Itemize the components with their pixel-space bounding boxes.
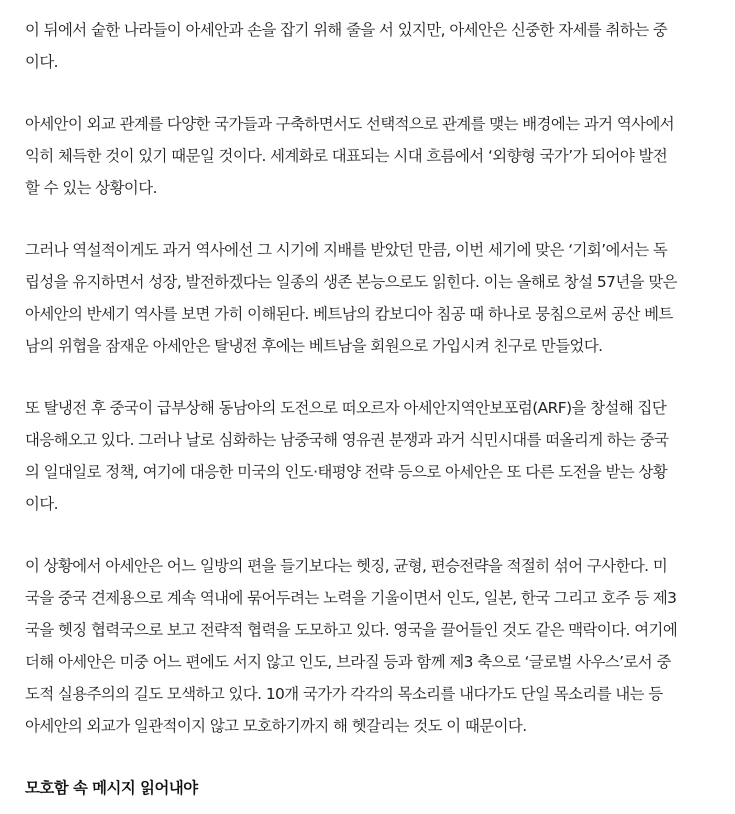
text-line: 아세안의 반세기 역사를 보면 가히 이해된다. 베트남의 캄보디아 침공 때 하나로 뭉침으로써 공산 베트	[25, 305, 673, 323]
text-line: 이 뒤에서 숱한 나라들이 아세안과 손을 잡기 위해 줄을 서 있지만, 아세안은 신중한 자세를 취하는 중	[25, 21, 668, 39]
article-body	[25, 14, 715, 804]
text-line: 국을 중국 견제용으로 계속 역내에 묶어두려는 노력을 기울이면서 인도, 일본, 한국 그리고 호주 등 제3	[25, 589, 677, 607]
text-line: 또 탈냉전 후 중국이 급부상해 동남아의 도전으로 떠오르자 아세안지역안보포럼(ARF)을 창설해 집단	[25, 399, 667, 417]
text-line: 아세안의 외교가 일관적이지 않고 모호하기까지 해 헷갈리는 것도 이 때문이다.	[25, 717, 527, 735]
text-line: 국을 헷징 협력국으로 보고 전략적 협력을 도모하고 있다. 영국을 끌어들인 것도 같은 맥락이다. 여기에	[25, 621, 678, 639]
text-line: 이 상황에서 아세안은 어느 일방의 편을 들기보다는 헷징, 균형, 편승전략을 적절히 섞어 구사한다. 미	[25, 557, 668, 575]
text-line: 남의 위협을 잠재운 아세안은 탈냉전 후에는 베트남을 회원으로 가입시켜 친구로 만들었다.	[25, 337, 603, 355]
text-line: 할 수 있는 상황이다.	[25, 179, 157, 197]
text-line: 대응해오고 있다. 그러나 날로 심화하는 남중국해 영유권 분쟁과 과거 식민시대를 떠올리게 하는 중국	[25, 431, 669, 449]
text-line: 익히 체득한 것이 있기 때문일 것이다. 세계화로 대표되는 시대 흐름에서 ‘외향형 국가’가 되어야 발전	[25, 147, 668, 165]
text-line: 그러나 역설적이게도 과거 역사에선 그 시기에 지배를 받았던 만큼, 이번 세기에 맞은 ‘기회’에서는 독	[25, 241, 668, 259]
paragraph	[25, 392, 715, 520]
text-line: 이다.	[25, 53, 58, 71]
paragraph	[25, 14, 715, 78]
text-line: 아세안이 외교 관계를 다양한 국가들과 구축하면서도 선택적으로 관계를 맺는 배경에는 과거 역사에서	[25, 115, 675, 133]
paragraph	[25, 550, 715, 742]
text-line: 더해 아세안은 미중 어느 편에도 서지 않고 인도, 브라질 등과 함께 제3 축으로 ‘글로벌 사우스’로서 중	[25, 653, 671, 671]
paragraph	[25, 234, 715, 362]
text-line: 도적 실용주의의 길도 모색하고 있다. 10개 국가가 각각의 목소리를 내다가도 단일 목소리를 내는 등	[25, 685, 663, 703]
text-line: 의 일대일로 정책, 여기에 대응한 미국의 인도·태평양 전략 등으로 아세안은 또 다른 도전을 받는 상황	[25, 463, 668, 481]
paragraph	[25, 108, 715, 204]
section-subheading: 모호함 속 메시지 읽어내야	[25, 779, 198, 797]
text-line: 이다.	[25, 495, 58, 513]
text-line: 립성을 유지하면서 성장, 발전하겠다는 일종의 생존 본능으로도 읽힌다. 이는 올해로 창설 57년을 맞은	[25, 273, 677, 291]
